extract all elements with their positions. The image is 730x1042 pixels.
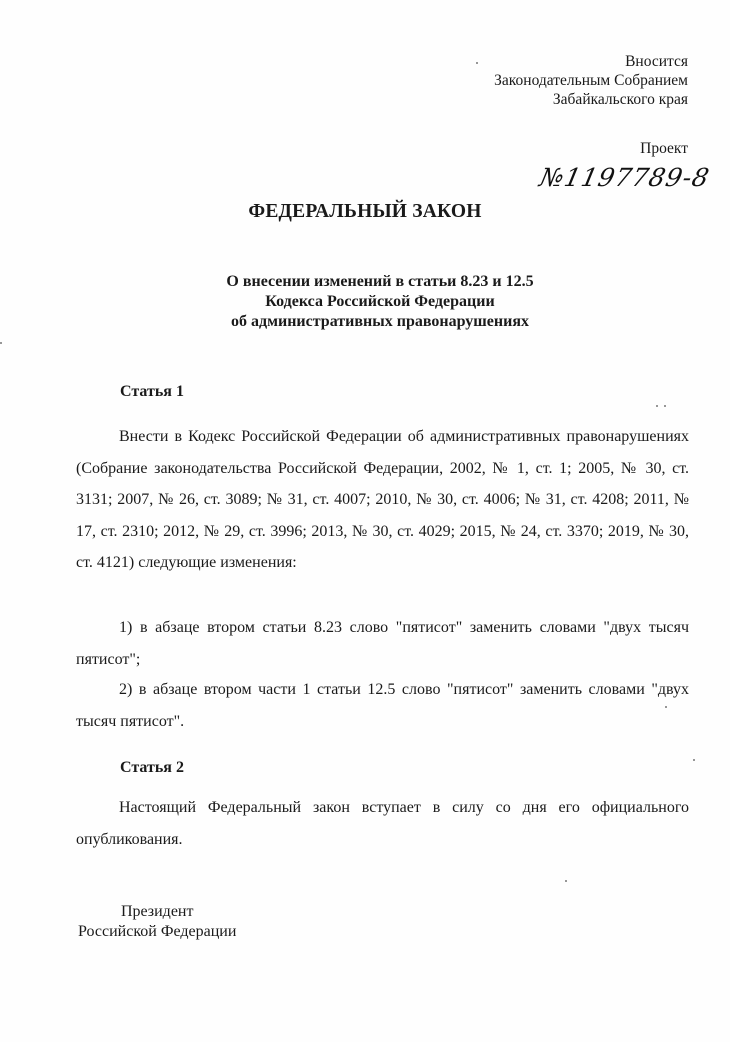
article-1-item-1: 1) в абзаце втором статьи 8.23 слово "пятисот" заменить словами "двух тысяч пятисот"; <box>76 619 689 668</box>
scan-speck <box>656 405 658 407</box>
signature-line: Президент <box>120 903 194 920</box>
scan-speck <box>0 342 2 344</box>
scan-speck <box>565 880 567 882</box>
handwritten-bill-number: №1197789-8 <box>536 163 713 192</box>
submitted-by-line: Вносится <box>625 53 688 70</box>
document-subtitle <box>0 272 730 332</box>
scan-speck <box>664 405 666 407</box>
article-2-paragraph-1: Настоящий Федеральный закон вступает в силу со дня его официального опубликования. <box>76 799 689 848</box>
project-label: Проект <box>640 140 688 157</box>
document-title: ФЕДЕРАЛЬНЫЙ ЗАКОН <box>248 201 482 222</box>
subtitle-line: Кодекса Российской Федерации <box>265 293 495 310</box>
signature-line: Российской Федерации <box>78 923 237 940</box>
submitted-by-line: Забайкальского края <box>552 91 688 108</box>
scan-speck <box>476 62 478 64</box>
scan-speck <box>665 706 667 708</box>
article-1-paragraph-1: Внести в Кодекс Российской Федерации об административных правонарушениях (Собрание законодательства Российской Федерации, 2002, № 1, ст. 1; 2005, № 30, ст. 3131; 2007, № 26, ст. 3089; № 31, ст. 4007; 2010, № 30, ст. 4006; № 31, ст. 4208; 2011, № 17, ст. 2310; 2012, № 29, ст. 3996; 2013, № 30, ст. 4029; 2015, № 24, ст. 3370; 2019, № 30, ст. 4121) следующие изменения: <box>76 428 689 571</box>
article-1-item-2: 2) в абзаце втором части 1 статьи 12.5 слово "пятисот" заменить словами "двух тысяч пятисот". <box>76 681 689 730</box>
submitted-by-line: Законодательным Собранием <box>494 72 688 89</box>
article-2-heading: Статья 2 <box>120 759 184 776</box>
article-1-heading: Статья 1 <box>120 383 184 400</box>
submitted-by-block <box>494 52 688 109</box>
signature-block <box>78 902 236 942</box>
subtitle-line: О внесении изменений в статьи 8.23 и 12.5 <box>226 273 534 290</box>
subtitle-line: об административных правонарушениях <box>231 313 529 330</box>
scan-speck <box>693 759 695 761</box>
